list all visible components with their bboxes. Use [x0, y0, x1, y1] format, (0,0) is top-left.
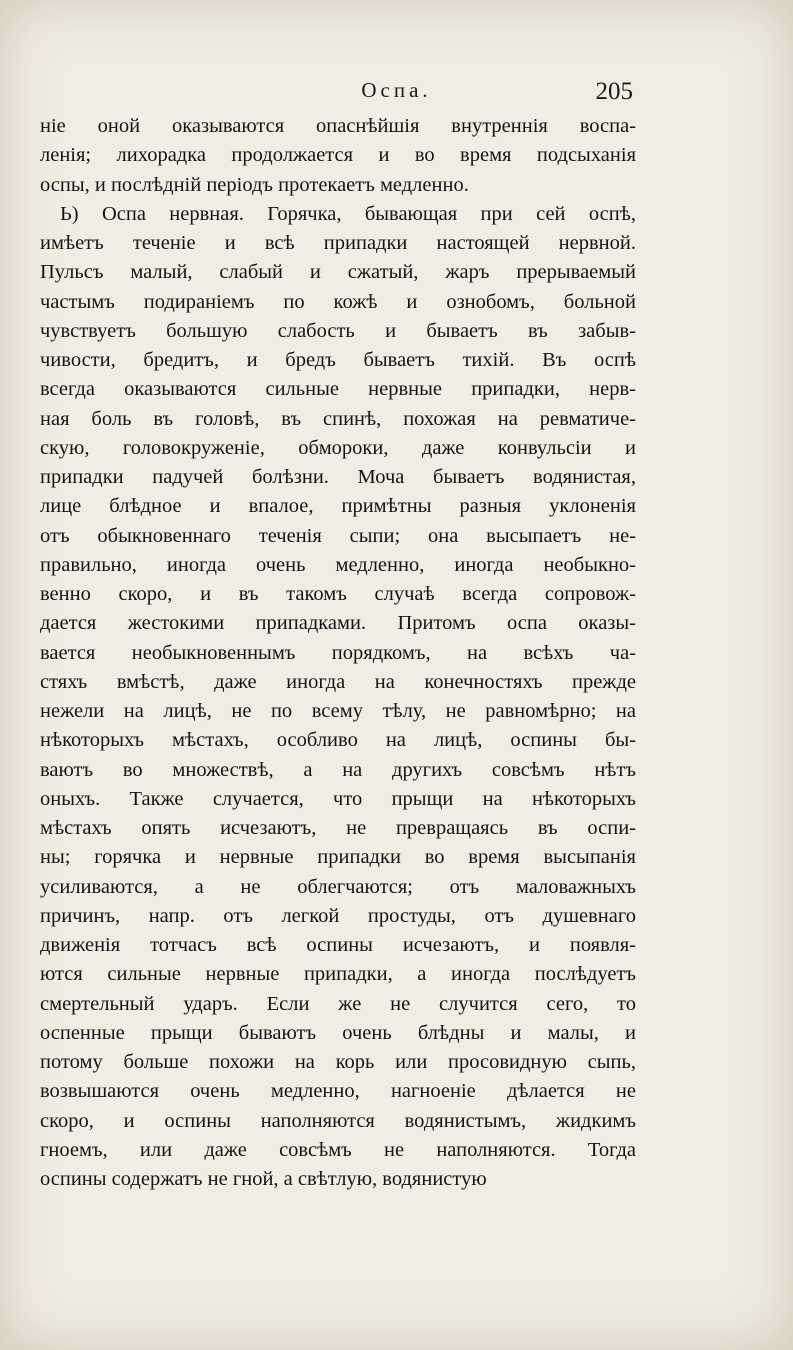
text-line: движенія тотчасъ всѣ оспины исчезаютъ, и появля-: [40, 934, 636, 956]
text-line: частымъ подираніемъ по кожѣ и ознобомъ, больной: [40, 290, 636, 313]
text-line: чивости, бредитъ, и бредъ бываетъ тихій. Въ оспѣ: [40, 349, 636, 371]
text-line: отъ обыкновеннаго теченія сыпи; она высыпаетъ не-: [40, 524, 636, 547]
text-line: ніе оной оказываются опаснѣйшія внутреннія воспа-: [40, 115, 636, 137]
running-head: Оспа.: [361, 78, 432, 102]
text-line: ваютъ во множествѣ, а на другихъ совсѣмъ нѣтъ: [40, 758, 636, 781]
text-line: правильно, иногда очень медленно, иногда необыкно-: [40, 553, 636, 576]
page-number: 205: [595, 78, 633, 105]
text-line: мѣстахъ опять исчезаютъ, не превращаясь въ оспи-: [40, 817, 636, 839]
text-line: имѣетъ теченіе и всѣ припадки настоящей нервной.: [40, 232, 636, 254]
text-line: оспины содержатъ не гной, а свѣтлую, водянистую: [40, 1168, 487, 1190]
text-line: оныхъ. Также случается, что прыщи на нѣкоторыхъ: [40, 787, 636, 810]
text-line: ленія; лихорадка продолжается и во время подсыханія: [40, 144, 636, 167]
text-line: нѣкоторыхъ мѣстахъ, особливо на лицѣ, оспины бы-: [40, 729, 636, 752]
page-header: [0, 78, 793, 106]
text-line: усиливаются, а не облегчаются; отъ маловажныхъ: [40, 875, 636, 898]
text-line: потому больше похожи на корь или просовидную сыпь,: [40, 1051, 636, 1073]
text-line: вается необыкновеннымъ порядкомъ, на всѣхъ ча-: [40, 641, 636, 664]
text-line: всегда оказываются сильные нервные припадки, нерв-: [40, 378, 636, 401]
text-line: скоро, и оспины наполняются водянистымъ, жидкимъ: [40, 1109, 636, 1132]
text-line: оспенные прыщи бываютъ очень блѣдны и малы, и: [40, 1021, 636, 1044]
text-line: лице блѣдное и впалое, примѣтны разныя уклоненія: [40, 495, 636, 518]
text-line: Пульсъ малый, слабый и сжатый, жаръ прерываемый: [40, 261, 636, 284]
text-line: причинъ, напр. отъ легкой простуды, отъ душевнаго: [40, 904, 636, 927]
text-line: оспы, и послѣдній періодъ протекаетъ медленно.: [40, 173, 469, 196]
text-line: гноемъ, или даже совсѣмъ не наполняются. Тогда: [40, 1138, 636, 1161]
text-line: возвышаются очень медленно, нагноеніе дѣлается не: [40, 1080, 636, 1103]
text-line: ная боль въ головѣ, въ спинѣ, похожая на ревматиче-: [40, 407, 636, 430]
text-line: Ь) Оспа нервная. Горячка, бывающая при сей оспѣ,: [60, 202, 636, 225]
text-line: смертельный ударъ. Если же не случится сего, то: [40, 992, 636, 1015]
text-line: ны; горячка и нервные припадки во время высыпанія: [40, 846, 636, 869]
text-line: чувствуетъ большую слабость и бываетъ въ забыв-: [40, 319, 636, 342]
text-line: ются сильные нервные припадки, а иногда послѣдуетъ: [40, 963, 636, 986]
body-text: [40, 112, 636, 1194]
text-line: стяхъ вмѣстѣ, даже иногда на конечностяхъ прежде: [40, 670, 636, 693]
text-line: припадки падучей болѣзни. Моча бываетъ водянистая,: [40, 466, 636, 488]
text-line: дается жестокими припадками. Притомъ оспа оказы-: [40, 612, 636, 635]
text-line: нежели на лицѣ, не по всему тѣлу, не равномѣрно; на: [40, 700, 636, 722]
text-line: скую, головокруженіе, обмороки, даже конвульсіи и: [40, 436, 636, 459]
text-line: венно скоро, и въ такомъ случаѣ всегда сопровож-: [40, 583, 636, 605]
